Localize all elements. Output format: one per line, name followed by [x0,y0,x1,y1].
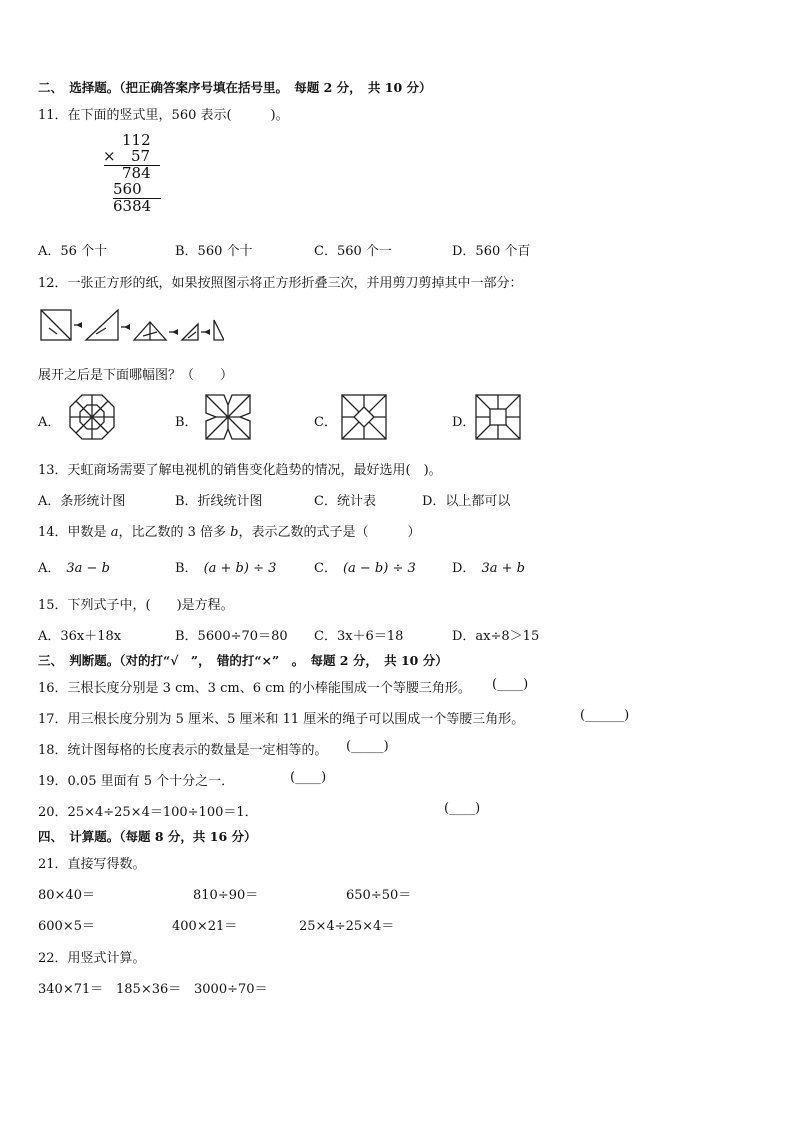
calc-3000div70: 3000÷70＝ [194,982,268,997]
judgement-19-blank[interactable]: (____) [290,770,327,785]
q12-option-a: A． [38,415,61,430]
cross-notch-figure [204,393,252,441]
q11-option-b: B．560 个十 [175,244,253,259]
question-12-stem: 12．一张正方形的纸，如果按照图示将正方形折叠三次，并用剪刀剪掉其中一部分： [38,276,523,291]
judgement-16-blank[interactable]: (____) [492,677,529,692]
q14-option-c [314,557,416,576]
q14-option-c-label: C． [314,561,337,576]
partial-product-1: 784 [122,164,151,182]
calc-400x21: 400×21＝ [172,919,238,934]
question-13-stem: 13．天虹商场需要了解电视机的销售变化趋势的情况，最好选用( )。 [38,463,442,478]
q12-option-b: B． [175,415,198,430]
multiplier: 57 [131,147,151,165]
calc-340x71: 340×71＝ [38,982,104,997]
q14-var-a: a [110,525,119,540]
q14-option-c-expr: (a − b) ÷ 3 [342,561,416,576]
q11-option-d: D．560 个百 [452,244,531,259]
judgement-20-text: 20．25×4÷25×4＝100÷100＝1． [38,805,258,820]
folding-sequence-figure [38,306,224,346]
question-14-stem [38,521,420,540]
octagon-figure [68,393,116,441]
q14-option-a-label: A． [38,561,61,576]
question-15-stem: 15．下列式子中，( )是方程。 [38,598,234,613]
judgement-17-text: 17．用三根长度分别为 5 厘米、5 厘米和 11 厘米的绳子可以围成一个等腰三角形。 [38,712,525,727]
judgement-18-blank[interactable]: (_____) [346,739,389,754]
multiplicand: 112 [122,131,151,149]
q15-option-b: B．5600÷70＝80 [175,629,288,644]
q14-stem-mid: ，比乙数的 3 倍多 [118,525,231,540]
product: 6384 [113,197,152,215]
question-11-stem: 11．在下面的竖式里，560 表示( )。 [38,108,289,123]
q15-option-a: A．36x＋18x [38,629,122,644]
question-12-prompt: 展开之后是下面哪幅图？（ ） [38,368,234,383]
q14-option-a-expr: 3a − b [66,561,110,576]
q13-option-b: B．折线统计图 [175,494,263,509]
q12-option-d: D． [452,415,476,430]
judgement-20-blank[interactable]: (____) [444,801,481,816]
judgement-19-text: 19．0.05 里面有 5 个十分之一． [38,774,235,789]
q14-stem-post: ，表示乙数的式子是（ ） [238,525,421,540]
q14-var-b: b [230,525,239,540]
calc-810div90: 810÷90＝ [193,888,259,903]
q14-option-d-label: D． [452,561,476,576]
q13-option-c: C．统计表 [314,494,376,509]
q14-option-b-label: B． [175,561,198,576]
q11-option-a: A．56 个十 [38,244,108,259]
q13-option-a: A．条形统计图 [38,494,126,509]
q15-option-d: D．ax÷8＞15 [452,629,540,644]
judgement-17-blank[interactable]: (______) [580,708,630,723]
q14-option-b-expr: (a + b) ÷ 3 [203,561,277,576]
q13-option-d: D．以上都可以 [422,494,511,509]
section-4-header: 四、 计算题。（每题 8 分，共 16 分） [38,829,257,844]
q11-option-c: C．560 个一 [314,244,392,259]
calc-25x4div25x4: 25×4÷25×4＝ [299,919,395,934]
q14-option-d-expr: 3a + b [481,561,525,576]
q12-option-c: C． [314,415,337,430]
q14-option-d [452,557,525,576]
question-22-stem: 22．用竖式计算。 [38,951,146,966]
section-3-header: 三、 判断题。（对的打“√ ”， 错的打“×” 。 每题 2 分， 共 10 分） [38,653,448,668]
judgement-16-text: 16．三根长度分别是 3 cm、3 cm、6 cm 的小棒能围成一个等腰三角形。 [38,681,471,696]
q14-option-b [175,557,276,576]
square-diamond-figure [340,393,388,441]
vertical-multiplication [100,131,170,217]
calc-185x36: 185×36＝ [116,982,182,997]
question-21-stem: 21．直接写得数。 [38,857,146,872]
times-sign: × [103,147,116,165]
q14-stem-pre: 14．甲数是 [38,525,111,540]
section-2-header: 二、 选择题。（把正确答案序号填在括号里。 每题 2 分， 共 10 分） [38,80,432,95]
calc-650div50: 650÷50＝ [346,888,412,903]
calc-600x5: 600×5＝ [38,919,95,934]
judgement-18-text: 18．统计图每格的长度表示的数量是一定相等的。 [38,743,328,758]
calc-80x40: 80×40＝ [38,888,95,903]
square-inner-square-figure [474,393,522,441]
partial-product-2: 560 [113,180,142,198]
q14-option-a [38,557,110,576]
q15-option-c: C．3x＋6＝18 [314,629,404,644]
